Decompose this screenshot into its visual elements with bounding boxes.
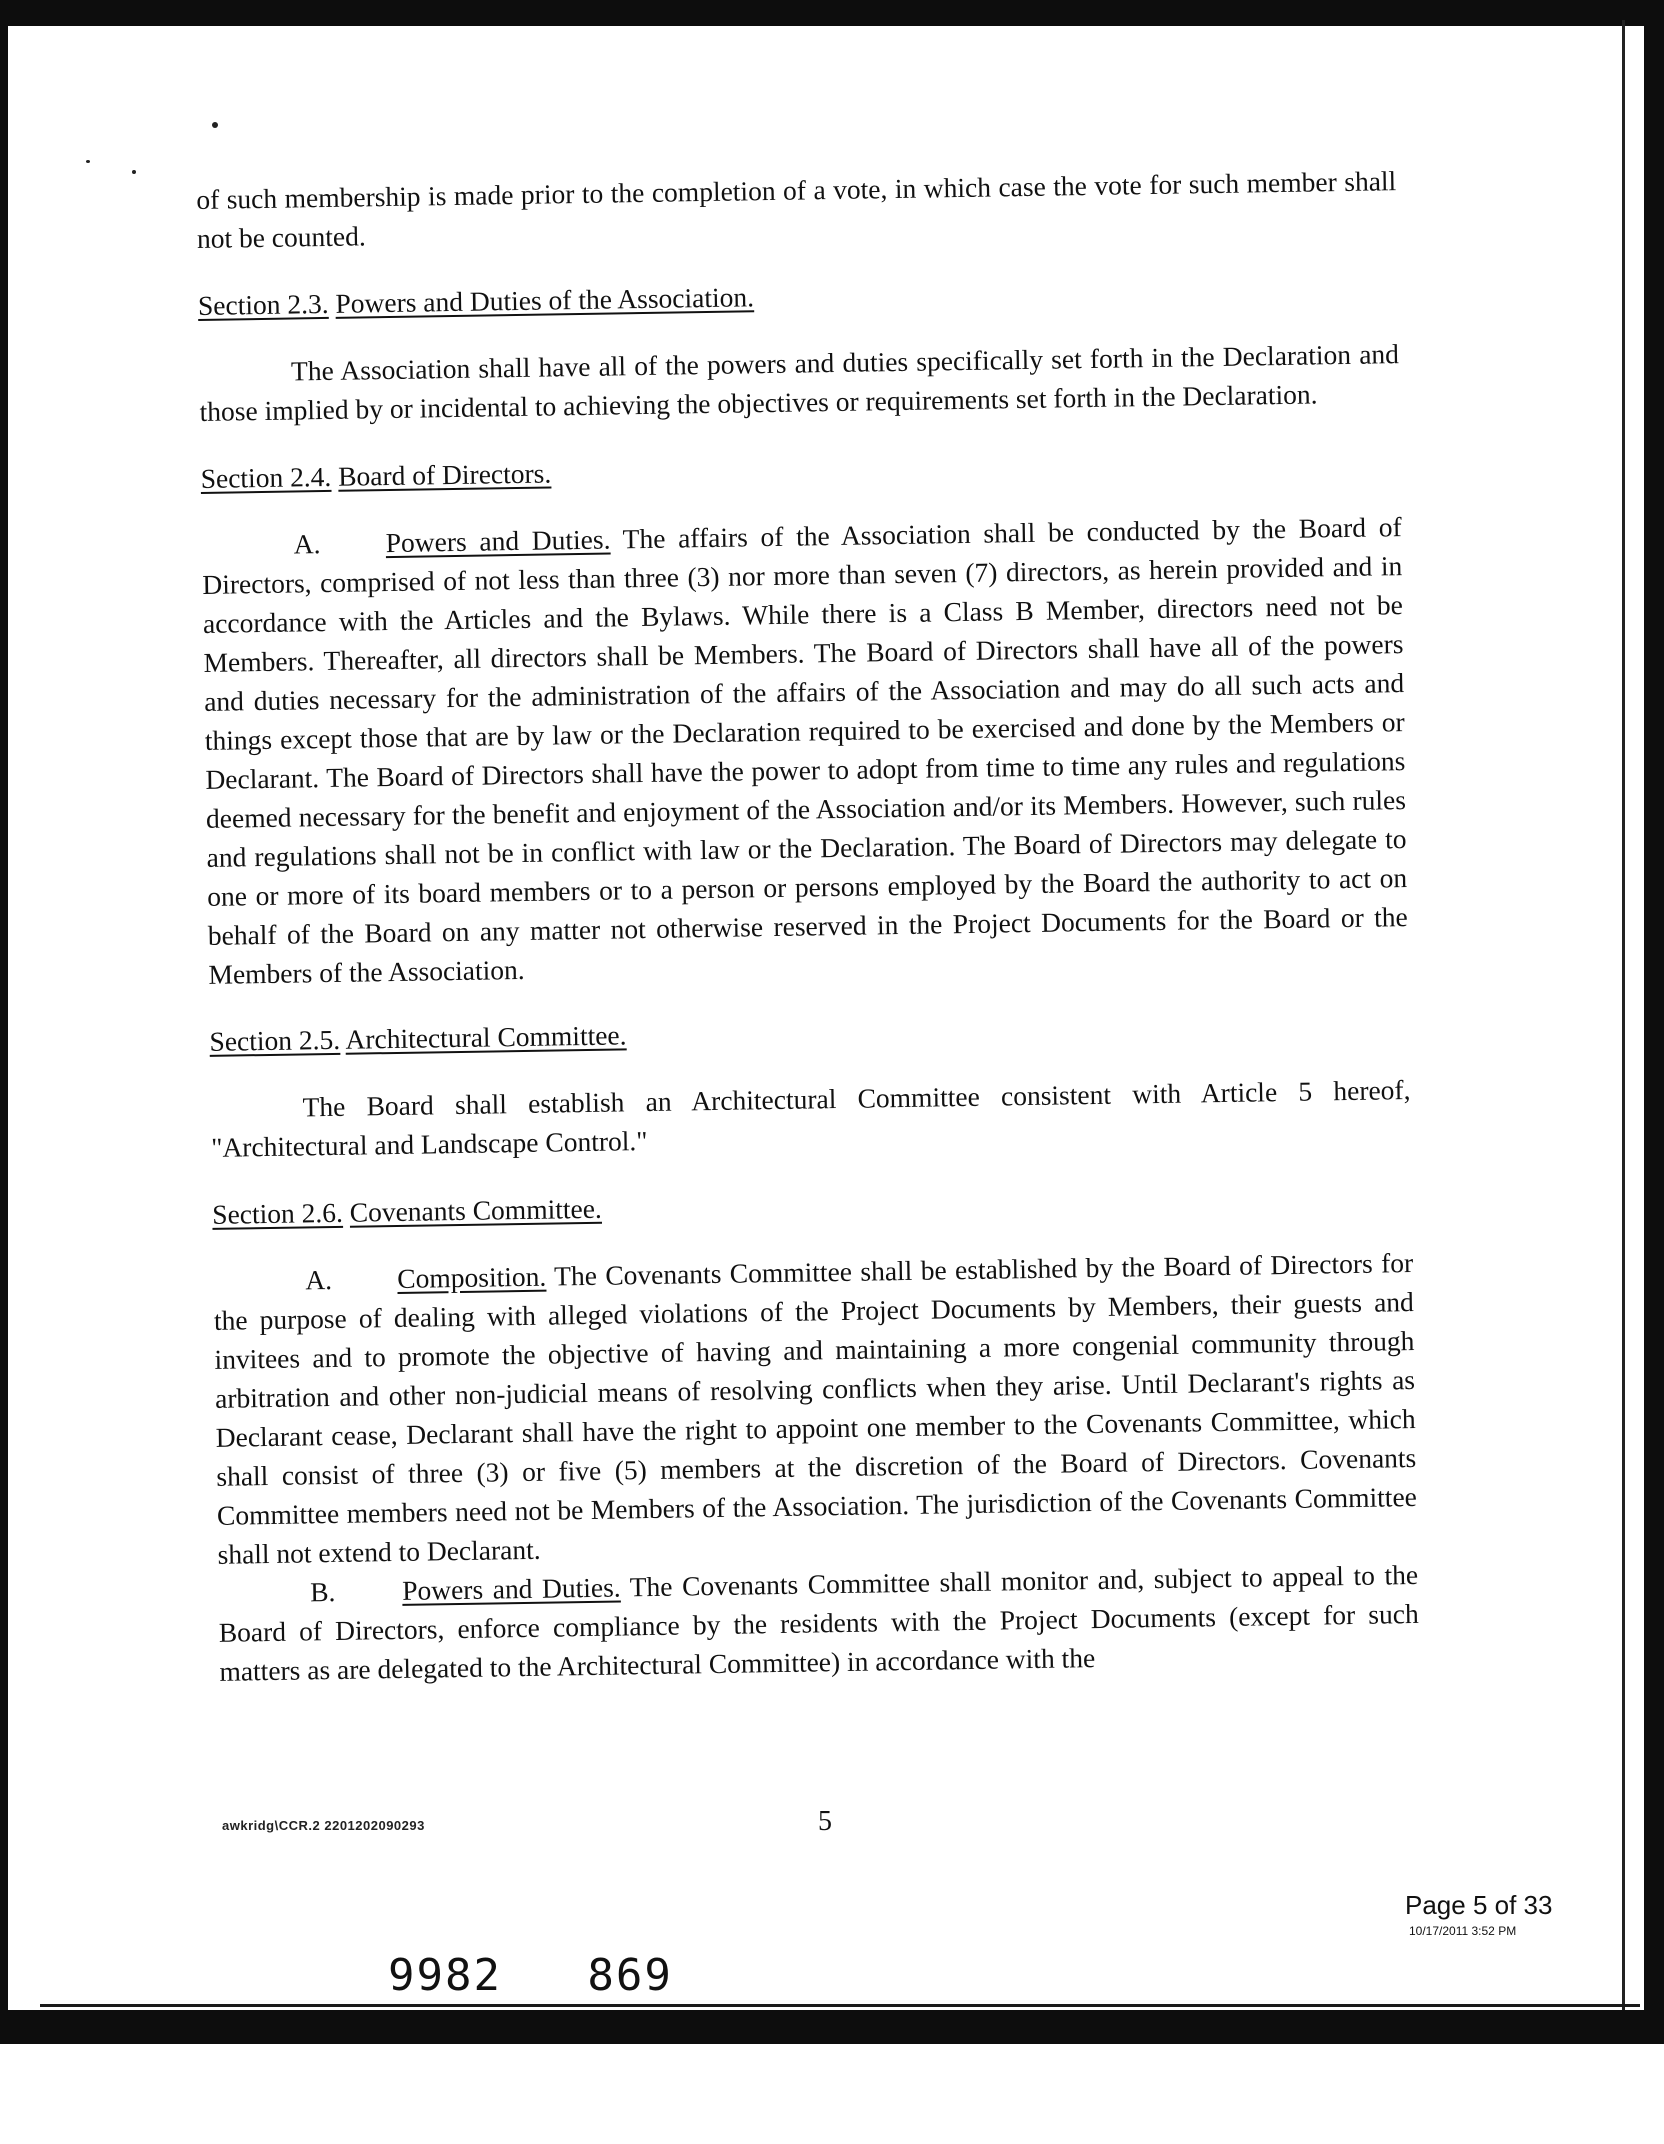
section-heading [212,1176,1412,1234]
scan-speck [212,122,218,128]
recording-stamp-number: 9982 869 [388,1950,673,2001]
section-number: Section 2.4. [200,460,332,494]
section-title: Architectural Committee. [345,1019,627,1055]
scan-edge-right [1622,20,1625,2010]
subsection-paragraph [218,1555,1420,1691]
section-number: Section 2.5. [209,1023,341,1057]
section-number: Section 2.6. [212,1196,344,1230]
fax-timestamp: 10/17/2011 3:52 PM [1409,1924,1517,1938]
document-body [196,161,1420,1691]
section-paragraph: The Board shall establish an Architectural Committee consistent with Article 5 hereof, "Architectural and Landscape Control." [210,1074,1411,1163]
scan-border-top [0,0,1664,26]
subsection-label: A. [293,528,321,560]
subsection-text: The Covenants Committee shall monitor and, subject to appeal to the Board of Directors, enforce compliance by the residents with the Project Documents (except for such matters as are delegated to the Architectural Committee) in accordance with the [218,1558,1419,1687]
section-heading [209,1003,1409,1061]
section-heading [198,267,1398,325]
scan-border-left [0,0,8,2040]
subsection-text: The affairs of the Association shall be conducted by the Board of Directors, comprised of not less than three (3) nor more than seven (7) directors, as herein provided and in accordance with the Articles and the Bylaws. While there is a Class B Member, directors need not be Members. Thereafter, all directors shall be Members. The Board of Directors shall have all of the powers and duties necessary for the administration of the affairs of the Association and may do all such acts and things except those that are by law or the Declaration required to be exercised and done by the Members or Declarant. The Board of Directors shall have the power to adopt from time to time any rules and regulations deemed necessary for the benefit and enjoyment of the Association and/or its Members. However, such rules and regulations shall not be in conflict with law or the Declaration. The Board of Directors may delegate to one or more of its board members or to a person or persons employed by the Board the authority to act on behalf of the Board on any matter not otherwise reserved in the Project Documents for the Board or the Members of the Association. [202,511,1408,990]
section-number: Section 2.3. [197,287,329,321]
section-heading [200,440,1400,498]
subsection-paragraph [213,1243,1418,1574]
scan-speck [132,170,136,174]
scan-border-bottom [0,2010,1664,2044]
opening-paragraph: of such membership is made prior to the completion of a vote, in which case the vote for such member shall not be counted. [196,165,1397,254]
section-paragraph: The Association shall have all of the powers and duties specifically set forth in the Declaration and those implied by or incidental to achieving the objectives or requirements set forth in the Declaration. [199,338,1400,427]
fax-page-label: Page 5 of 33 [1405,1890,1553,1920]
scan-border-right [1644,0,1664,2040]
section-title: Covenants Committee. [349,1192,603,1228]
subsection-text: The Covenants Committee shall be established by the Board of Directors for the purpose of dealing with alleged violations of the Project Documents by Members, their guests and invitees and to promote the objective of having and maintaining a more congenial community through arbitration and other non-judicial means of resolving conflicts when they arise. Until Declarant's rights as Declarant cease, Declarant shall have the right to appoint one member to the Covenants Committee, which shall consist of three (3) or five (5) members at the discretion of the Board of Directors. Covenants Committee members need not be Members of the Association. The jurisdiction of the Covenants Committee shall not extend to Declarant. [213,1247,1418,1570]
subsection-title: Powers and Duties. [385,523,611,559]
subsection-paragraph [201,507,1408,994]
scan-speck [86,160,90,163]
subsection-title: Powers and Duties. [401,1571,621,1606]
subsection-label: B. [309,1575,336,1608]
section-title: Powers and Duties of the Association. [335,281,755,319]
section-title: Board of Directors. [337,457,552,492]
subsection-title: Composition. [397,1260,547,1294]
file-reference: awkridg\CCR.2 2201202090293 [222,1818,425,1833]
subsection-label: A. [305,1264,333,1296]
scan-edge-bottom [40,2004,1640,2007]
page-number: 5 [818,1806,832,1837]
